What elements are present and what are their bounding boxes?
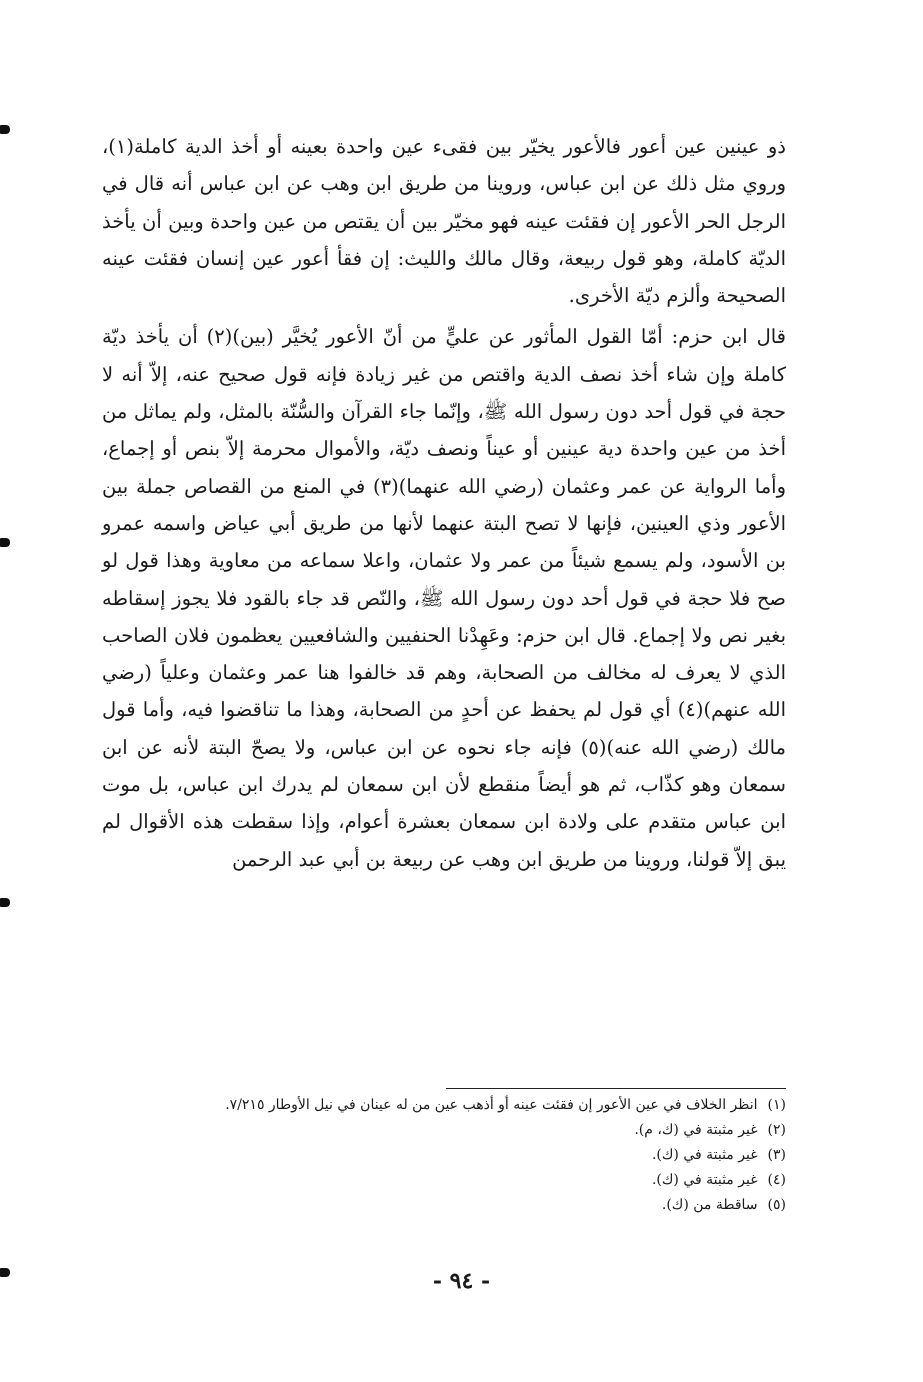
- footnote-number: (١): [767, 1097, 786, 1113]
- paragraph: ذو عينين عين أعور فالأعور يخيّر بين فقىء عين واحدة بعينه أو أخذ الدية كاملة(١)، وروي مثل ذلك عن ابن عباس، وروينا من طريق ابن وهب عن ابن عباس أنه قال في الرجل الحر الأعور إن فقئت عينه فهو مخيّر بين أن يقتص من عين واحدة وبين أن يأخذ الديّة كاملة، وهو قول ربيعة، وقال مالك والليث: إن فقأ أعور عين إنسان فقئت عينه الصحيحة وألزم ديّة الأخرى.: [102, 135, 786, 308]
- footnote: [102, 1168, 786, 1193]
- footnote-number: (٢): [767, 1122, 786, 1138]
- footnote: [102, 1193, 786, 1218]
- footnote-separator: [446, 1088, 786, 1089]
- footnote: [102, 1143, 786, 1168]
- footnote-text: غير مثبتة في (ك).: [651, 1147, 758, 1163]
- binding-mark: [0, 538, 10, 547]
- binding-mark: [0, 898, 10, 907]
- footnote-text: غير مثبتة في (ك، م).: [634, 1122, 758, 1138]
- page-number: - ٩٤ -: [432, 1268, 491, 1294]
- footnote: [102, 1093, 786, 1118]
- footnote: [102, 1118, 786, 1143]
- footnotes: [102, 1093, 786, 1218]
- footnote-text: انظر الخلاف في عين الأعور إن فقئت عينه أو أذهب عين من له عينان في نيل الأوطار ٧/٢١٥.: [225, 1097, 758, 1113]
- binding-mark: [0, 125, 10, 134]
- main-text: [102, 128, 786, 878]
- footnote-number: (٣): [767, 1147, 786, 1163]
- footnote-number: (٤): [767, 1172, 786, 1188]
- paragraph: قال ابن حزم: أمّا القول المأثور عن عليٍّ من أنّ الأعور يُخيَّر (بين)(٢) أن يأخذ ديّة كاملة وإن شاء أخذ نصف الدية واقتص من غير زيادة فإنه قول صحيح عنه، إلاّ أنه لا حجة في قول أحد دون رسول الله ﷺ، وإنّما جاء القرآن والسُّنّة بالمثل، ولم يماثل من أخذ من عين واحدة دية عينين أو عيناً ونصف ديّة، والأموال محرمة إلاّ بنص أو إجماع، وأما الرواية عن عمر وعثمان (رضي الله عنهما)(٣) في المنع من القصاص جملة بين الأعور وذي العينين، فإنها لا تصح البتة عنهما لأنها من طريق أبي عياض واسمه عمرو بن الأسود، ولم يسمع شيئاً من عمر ولا عثمان، واعلا سماعه من معاوية وهذا قول لو صح فلا حجة في قول أحد دون رسول الله ﷺ، والنّص قد جاء بالقود فلا يجوز إسقاطه بغير نص ولا إجماع. قال ابن حزم: وعَهِدْنا الحنفيين والشافعيين يعظمون فلان الصاحب الذي لا يعرف له مخالف من الصحابة، وهم قد خالفوا هنا عمر وعثمان وعلياً (رضي الله عنهم)(٤) أي قول لم يحفظ عن أحدٍ من الصحابة، وهذا ما تناقضوا فيه، وأما قول مالك (رضي الله عنه)(٥) فإنه جاء نحوه عن ابن عباس، ولا يصحّ البتة لأنه عن ابن سمعان وهو كذّاب، ثم هو أيضاً منقطع لأن ابن سمعان لم يدرك ابن عباس، بل موت ابن عباس متقدم على ولادة ابن سمعان بعشرة أعوام، وإذا سقطت هذه الأقوال لم يبق إلاّ قولنا، وروينا من طريق ابن وهب عن ربيعة بن أبي عبد الرحمن: [102, 325, 787, 871]
- footnote-text: غير مثبتة في (ك).: [651, 1172, 758, 1188]
- footnote-text: ساقطة من (ك).: [661, 1197, 758, 1213]
- footnote-number: (٥): [767, 1197, 786, 1213]
